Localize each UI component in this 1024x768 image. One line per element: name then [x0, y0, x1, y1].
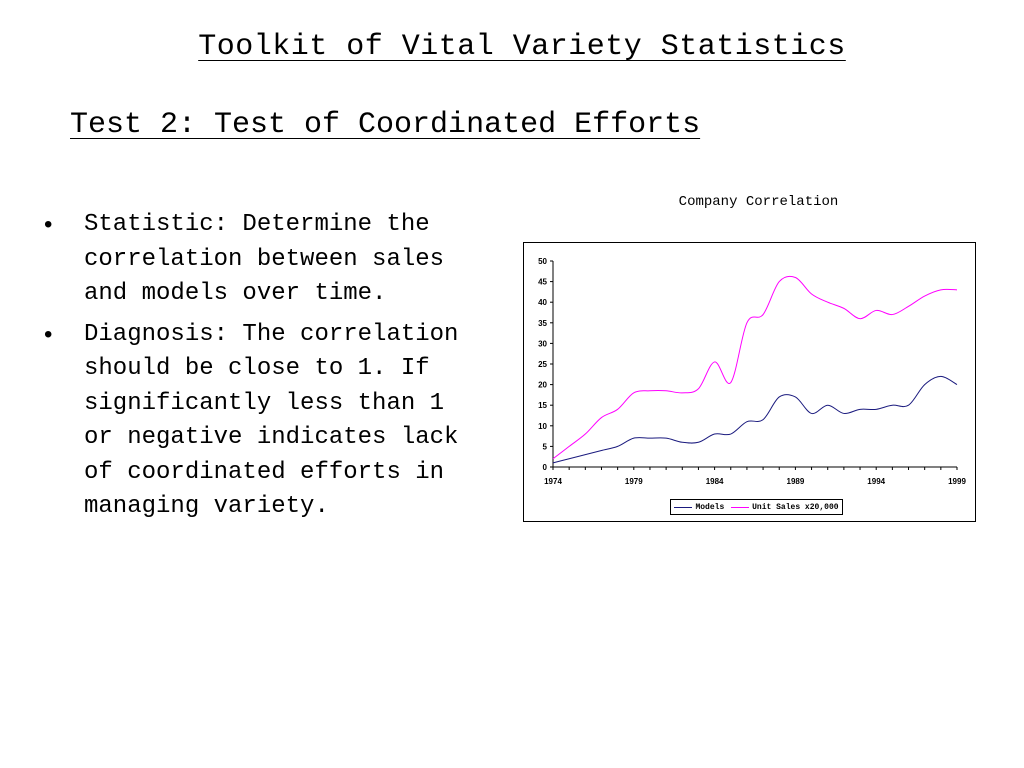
slide-title: [0, 30, 1024, 64]
slide-title-text: Toolkit of Vital Variety Statistics: [198, 30, 846, 64]
y-tick-label: 20: [538, 380, 547, 390]
slide-subtitle: [70, 108, 700, 142]
legend-swatch-unit-sales: [731, 507, 749, 508]
legend-swatch-models: [674, 507, 692, 508]
slide-subtitle-text: Test 2: Test of Coordinated Efforts: [70, 108, 701, 142]
bullet-text: Diagnosis: The correlation should be close to 1. If significantly less than 1 or negative indicates lack of coordinated efforts in managing variety.: [84, 320, 459, 520]
x-tick-label: 1979: [624, 477, 643, 486]
x-tick-label: 1974: [544, 477, 562, 486]
legend-label-unit-sales: Unit Sales x20,000: [752, 502, 839, 512]
y-tick-label: 30: [538, 339, 547, 349]
chart-frame: [523, 242, 976, 522]
bullet-list: [44, 208, 464, 531]
series-line-unit-sales: [553, 276, 957, 459]
y-tick-label: 10: [538, 421, 547, 431]
y-tick-label: 5: [542, 442, 547, 452]
x-tick-label: 1989: [786, 477, 805, 486]
y-tick-label: 0: [542, 463, 547, 472]
y-tick-label: 40: [538, 298, 547, 308]
x-tick-label: 1984: [705, 477, 724, 486]
legend-item-unit-sales: [731, 503, 838, 512]
chart-legend: [670, 499, 843, 515]
chart-title: Company Correlation: [678, 194, 839, 210]
series-line-models: [553, 376, 957, 463]
line-chart: [524, 243, 975, 521]
y-tick-label: 45: [538, 277, 547, 287]
bullet-marker: •: [44, 211, 53, 238]
bullet-statistic: [44, 208, 464, 312]
bullet-text: Statistic: Determine the correlation between sales and models over time.: [84, 211, 445, 307]
y-tick-label: 35: [538, 318, 547, 328]
y-tick-label: 15: [538, 401, 547, 411]
x-tick-label: 1999: [948, 477, 966, 486]
bullet-marker: •: [44, 320, 53, 348]
legend-label-models: Models: [695, 502, 725, 512]
y-tick-label: 50: [538, 257, 547, 266]
x-tick-label: 1994: [867, 477, 886, 486]
bullet-diagnosis: [44, 318, 464, 525]
legend-item-models: [674, 503, 724, 512]
y-tick-label: 25: [538, 360, 547, 369]
